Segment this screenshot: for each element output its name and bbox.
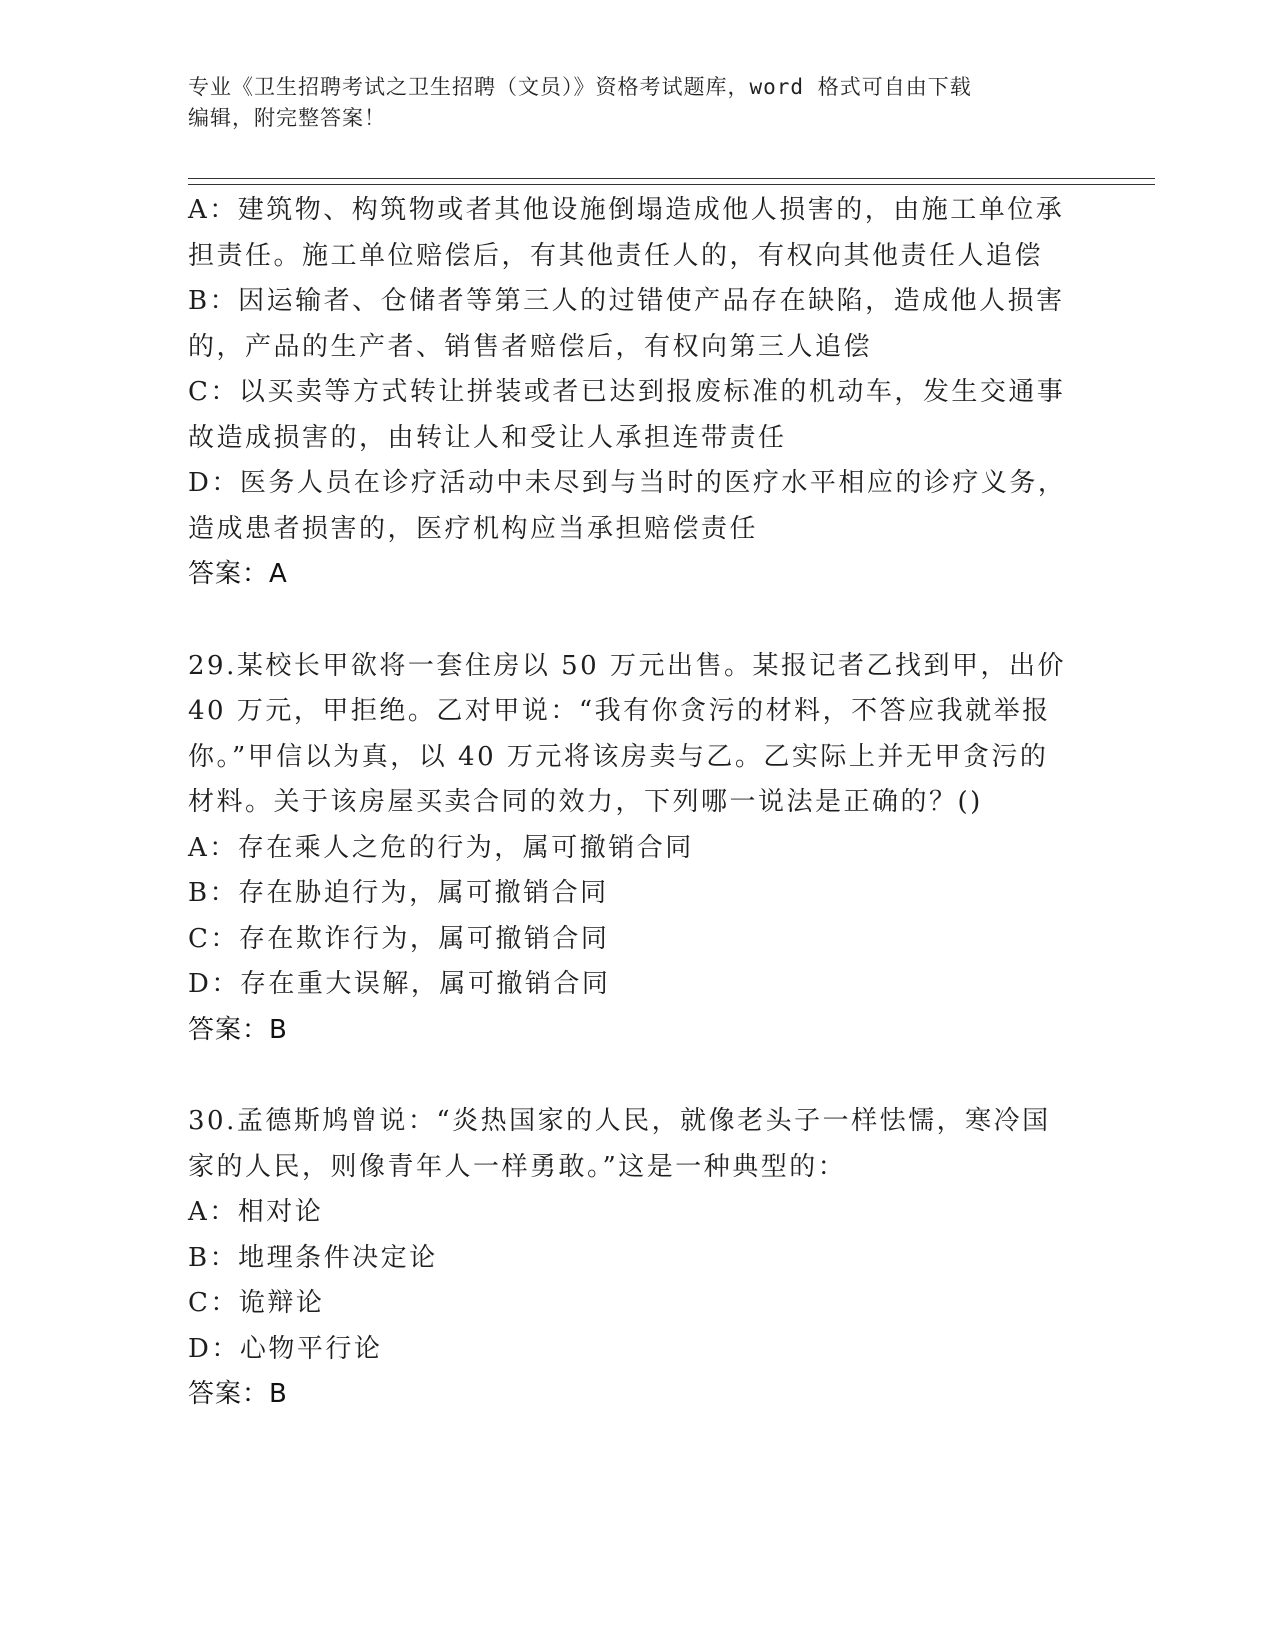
- option-a: A：存在乘人之危的行为，属可撤销合同: [188, 832, 694, 863]
- answer-label: 答案：B: [188, 1379, 288, 1409]
- option-c: C：诡辩论: [188, 1288, 325, 1318]
- spacer: [188, 598, 1088, 644]
- question-stem-line: 30.孟德斯鸠曾说：“炎热国家的人民，就像老头子一样怯懦，寒冷国: [188, 1106, 1051, 1136]
- question-stem-line: 29.某校长甲欲将一套住房以 50 万元出售。某报记者乙找到甲，出价: [188, 650, 1066, 681]
- option-line: A：建筑物、构筑物或者其他设施倒塌造成他人损害的，由施工单位承: [188, 195, 1065, 225]
- spacer: [188, 1053, 1088, 1099]
- option-b: B：存在胁迫行为，属可撤销合同: [188, 878, 609, 908]
- option-d: D：存在重大误解，属可撤销合同: [188, 969, 611, 999]
- header-line-1: 专业《卫生招聘考试之卫生招聘（文员）》资格考试题库，word 格式可自由下载: [188, 75, 972, 99]
- option-d: D：心物平行论: [188, 1333, 383, 1364]
- question-30: [188, 1099, 1088, 1418]
- option-line: B：因运输者、仓储者等第三人的过错使产品存在缺陷，造成他人损害: [188, 286, 1065, 316]
- answer-label: 答案：B: [188, 1014, 288, 1045]
- document-header: [188, 72, 1068, 134]
- question-stem-line: 40 万元，甲拒绝。乙对甲说：“我有你贪污的材料，不答应我就举报: [188, 696, 1051, 726]
- question-29: [188, 644, 1088, 1054]
- question-stem-line: 你。”甲信以为真，以 40 万元将该房卖与乙。乙实际上并无甲贪污的: [188, 741, 1049, 772]
- previous-question: [188, 188, 1088, 598]
- option-a: A：相对论: [188, 1197, 324, 1227]
- option-b: [188, 279, 1088, 370]
- option-line: C：以买卖等方式转让拼装或者已达到报废标准的机动车，发生交通事: [188, 377, 1066, 407]
- option-line: D：医务人员在诊疗活动中未尽到与当时的医疗水平相应的诊疗义务，: [188, 468, 1067, 498]
- option-a: [188, 188, 1088, 279]
- header-divider: [188, 178, 1155, 185]
- option-line: 的，产品的生产者、销售者赔偿后，有权向第三人追偿: [188, 331, 873, 362]
- option-d: [188, 461, 1088, 552]
- question-stem-line: 材料。关于该房屋买卖合同的效力，下列哪一说法是正确的？(): [188, 787, 983, 817]
- option-line: 造成患者损害的，医疗机构应当承担赔偿责任: [188, 513, 759, 544]
- header-line-2: 编辑，附完整答案！: [188, 106, 386, 130]
- answer-label: 答案：A: [188, 559, 288, 589]
- question-stem-line: 家的人民，则像青年人一样勇敢。”这是一种典型的：: [188, 1151, 847, 1182]
- option-c: [188, 370, 1088, 461]
- option-c: C：存在欺诈行为，属可撤销合同: [188, 923, 610, 954]
- question-content: [188, 188, 1088, 1418]
- option-line: 故造成损害的，由转让人和受让人承担连带责任: [188, 422, 787, 453]
- option-b: B：地理条件决定论: [188, 1242, 438, 1273]
- option-line: 担责任。施工单位赔偿后，有其他责任人的，有权向其他责任人追偿: [188, 240, 1044, 271]
